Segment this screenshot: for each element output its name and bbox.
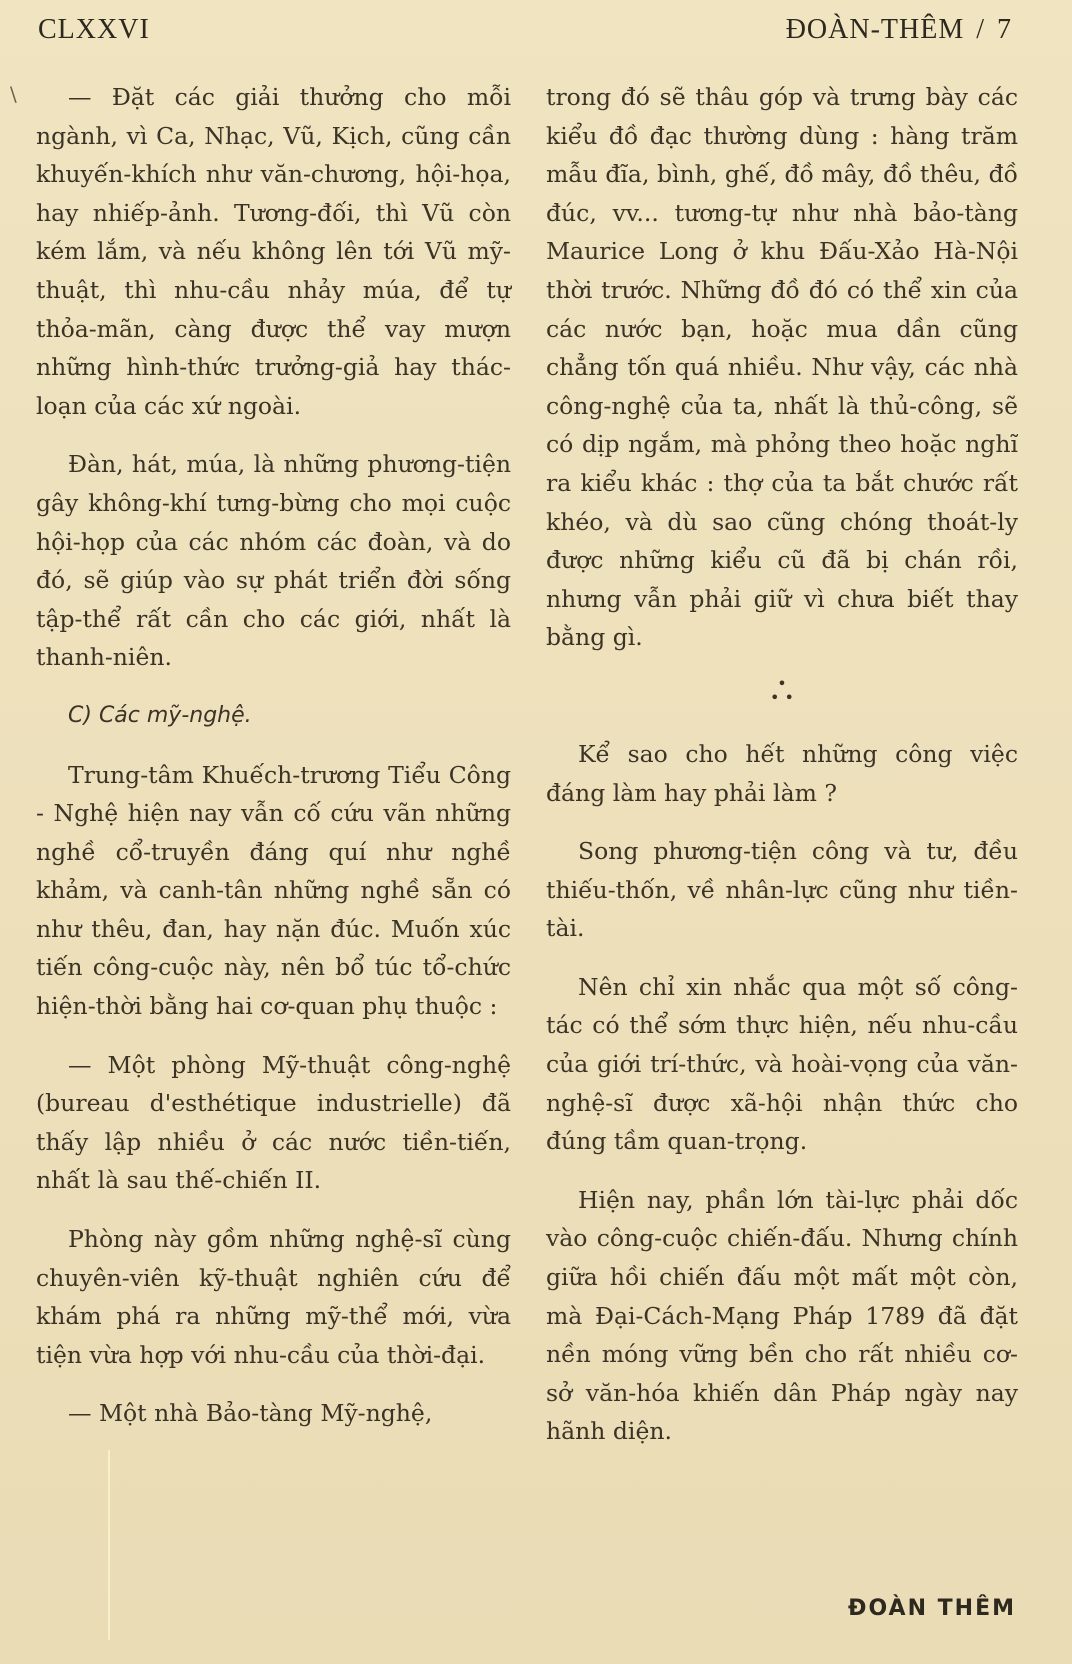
right-column <box>546 78 1018 1471</box>
paragraph: Song phương-tiện công và tư, đều thiếu-thốn, về nhân-lực cũng như tiền-tài. <box>546 837 1018 943</box>
paragraph: Trung-tâm Khuếch-trương Tiểu Công - Nghệ hiện nay vẫn cố cứu vãn những nghề cổ-truyền đáng quí như nghề khảm, và canh-tân những nghề sẵn có như thêu, đan, hay nặn đúc. Muốn xúc tiến công-cuộc này, nên bổ túc tổ-chức hiện-thời bằng hai cơ-quan phụ thuộc : <box>36 760 511 1021</box>
page-header <box>38 14 1012 54</box>
paragraph: Nên chỉ xin nhắc qua một số công-tác có thể sớm thực hiện, nếu nhu-cầu của giới trí-thức, và hoài-vọng của văn-nghệ-sĩ được xã-hội nhận thức cho đúng tầm quan-trọng. <box>546 972 1018 1156</box>
paragraph: — Một nhà Bảo-tàng Mỹ-nghệ, <box>68 1399 433 1428</box>
page-number: 7 <box>997 14 1012 45</box>
volume-number: CLXXVI <box>38 14 150 45</box>
section-heading: C) Các mỹ-nghệ. <box>68 702 252 728</box>
paragraph: Hiện nay, phần lớn tài-lực phải dốc vào công-cuộc chiến-đấu. Nhưng chính giữa hồi chiến đấu một mất một còn, mà Đại-Cách-Mạng Pháp 1789 đã đặt nền móng vững bền cho rất nhiều cơ-sở văn-hóa khiến dân Pháp ngày nay hãnh diện. <box>546 1185 1018 1446</box>
page-crease <box>108 1450 110 1640</box>
paragraph: trong đó sẽ thâu góp và trưng bày các kiểu đồ đạc thường dùng : hàng trăm mẫu đĩa, bình, ghế, đồ mây, đồ thêu, đồ đúc, vv... tương-tự như nhà bảo-tàng Maurice Long ở khu Đấu-Xảo Hà-Nội thời trước. Những đồ đó có thể xin của các nước bạn, hoặc mua dần cũng chẳng tốn quá nhiều. Như vậy, các nhà công-nghệ của ta, nhất là thủ-công, sẽ có dịp ngắm, mà phỏng theo hoặc nghĩ ra kiểu khác : thợ của ta bắt chước rất khéo, và dù sao cũng chóng thoát-ly được những kiểu cũ đã bị chán rồi, nhưng vẫn phải giữ vì chưa biết thay bằng gì. <box>546 83 1018 652</box>
left-column <box>36 78 511 1453</box>
paragraph: Phòng này gồm những nghệ-sĩ cùng chuyên-viên kỹ-thuật nghiên cứu để khám phá ra những mỹ-thể mới, vừa tiện vừa hợp với nhu-cầu của thời-đại. <box>36 1225 511 1369</box>
margin-mark: \ <box>10 82 17 106</box>
author-name: ĐOÀN-THÊM <box>785 14 965 45</box>
section-break-asterism: • • • <box>770 673 794 707</box>
header-separator: / <box>976 14 985 45</box>
paragraph: — Một phòng Mỹ-thuật công-nghệ (bureau d'esthétique industrielle) đã thấy lập nhiều ở các nước tiền-tiến, nhất là sau thế-chiến II. <box>36 1050 511 1195</box>
running-head <box>786 14 1012 46</box>
paragraph: Đàn, hát, múa, là những phương-tiện gây không-khí tưng-bừng cho mọi cuộc hội-họp của các nhóm các đoàn, và do đó, sẽ giúp vào sự phát triển đời sống tập-thể rất cần cho các giới, nhất là thanh-niên. <box>36 450 511 672</box>
paragraph: Kể sao cho hết những công việc đáng làm hay phải làm ? <box>546 739 1018 807</box>
paragraph: — Đặt các giải thưởng cho mỗi ngành, vì Ca, Nhạc, Vũ, Kịch, cũng cần khuyến-khích như văn-chương, hội-họa, hay nhiếp-ảnh. Tương-đối, thì Vũ còn kém lắm, và nếu không lên tới Vũ mỹ-thuật, thì nhu-cầu nhảy múa, để tự thỏa-mãn, càng được thể vay mượn những hình-thức trưởng-giả hay thác-loạn của các xứ ngoài. <box>36 83 511 420</box>
author-signature: ĐOÀN THÊM <box>848 1596 1016 1621</box>
